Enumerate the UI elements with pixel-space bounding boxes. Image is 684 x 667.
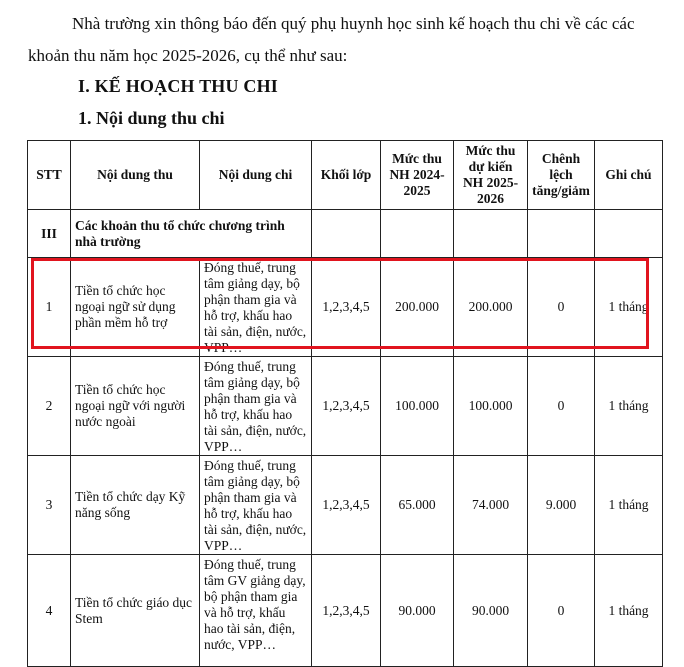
- row-grade: 1,2,3,4,5: [312, 456, 381, 555]
- row-rate-2025: 74.000: [454, 456, 528, 555]
- section-row: [28, 210, 663, 258]
- row-difference: 0: [528, 357, 595, 456]
- row-stt: 3: [28, 456, 71, 555]
- table-row: [28, 258, 663, 357]
- table-row: [28, 555, 663, 667]
- table-header-row: [28, 141, 663, 210]
- header-income: Nội dung thu: [71, 141, 200, 210]
- row-grade: 1,2,3,4,5: [312, 258, 381, 357]
- row-expense-text: Đóng thuế, trung tâm giảng dạy, bộ phận tham gia và hỗ trợ, khấu hao tài sản, điện, nước, VPP…: [204, 458, 307, 553]
- fee-plan-table: [27, 140, 663, 667]
- header-rate-2025: Mức thu dự kiến NH 2025-2026: [454, 141, 528, 210]
- row-rate-2025: 100.000: [454, 357, 528, 456]
- row-income: Tiền tổ chức dạy Kỹ năng sống: [71, 456, 200, 555]
- row-income: Tiền tổ chức học ngoại ngữ sử dụng phần mềm hỗ trợ: [71, 258, 200, 357]
- header-rate-2024: Mức thu NH 2024-2025: [381, 141, 454, 210]
- section-heading: I. KẾ HOẠCH THU CHI: [78, 76, 278, 96]
- row-grade: 1,2,3,4,5: [312, 357, 381, 456]
- row-stt: 4: [28, 555, 71, 667]
- row-grade: 1,2,3,4,5: [312, 555, 381, 667]
- row-note: 1 tháng: [595, 456, 663, 555]
- header-difference: Chênh lệch tăng/giảm: [528, 141, 595, 210]
- row-expense-text: Đóng thuế, trung tâm giảng dạy, bộ phận tham gia và hỗ trợ, khấu hao tài sản, điện, nước, VPP…: [204, 359, 307, 454]
- row-expense-text: Đóng thuế, trung tâm GV giảng dạy, bộ phận tham gia và hỗ trợ, khấu hao tài sản, điện, nước, VPP…: [204, 557, 306, 652]
- row-difference: 0: [528, 258, 595, 357]
- row-expense: [200, 555, 312, 667]
- row-rate-2024: 65.000: [381, 456, 454, 555]
- row-stt: 1: [28, 258, 71, 357]
- row-note: 1 tháng: [595, 258, 663, 357]
- row-rate-2024: 200.000: [381, 258, 454, 357]
- header-grade: Khối lớp: [312, 141, 381, 210]
- section-number: III: [28, 210, 71, 258]
- row-rate-2025: 90.000: [454, 555, 528, 667]
- row-income: Tiền tổ chức học ngoại ngữ với người nước ngoài: [71, 357, 200, 456]
- row-stt: 2: [28, 357, 71, 456]
- row-difference: 9.000: [528, 456, 595, 555]
- row-note: 1 tháng: [595, 357, 663, 456]
- header-note: Ghi chú: [595, 141, 663, 210]
- section-title: Các khoản thu tổ chức chương trình nhà trường: [71, 210, 312, 258]
- row-expense: [200, 456, 312, 555]
- table-row: [28, 456, 663, 555]
- header-expense: Nội dung chi: [200, 141, 312, 210]
- header-stt: STT: [28, 141, 71, 210]
- row-rate-2025: 200.000: [454, 258, 528, 357]
- intro-paragraph: Nhà trường xin thông báo đến quý phụ huynh học sinh kế hoạch thu chi về các các khoản thu năm học 2025-2026, cụ thể như sau:: [28, 14, 635, 65]
- row-expense: [200, 258, 312, 357]
- row-note: 1 tháng: [595, 555, 663, 667]
- table-row: [28, 357, 663, 456]
- subsection-heading: 1. Nội dung thu chi: [78, 108, 225, 128]
- row-rate-2024: 100.000: [381, 357, 454, 456]
- row-difference: 0: [528, 555, 595, 667]
- row-expense-text: Đóng thuế, trung tâm giảng dạy, bộ phận tham gia và hỗ trợ, khấu hao tài sản, điện, nước, VPP…: [204, 260, 307, 355]
- row-expense: [200, 357, 312, 456]
- row-income: Tiền tổ chức giáo dục Stem: [71, 555, 200, 667]
- row-rate-2024: 90.000: [381, 555, 454, 667]
